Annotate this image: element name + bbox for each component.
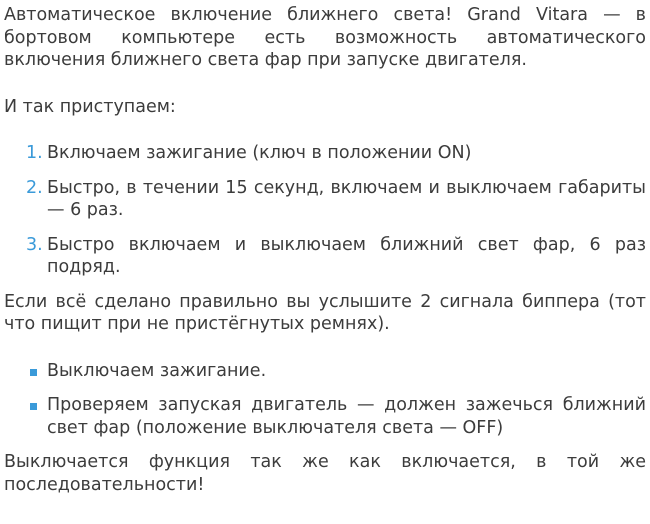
list-item [4, 394, 646, 439]
checks-list [4, 360, 646, 440]
square-bullet-icon [30, 403, 37, 410]
steps-list [4, 142, 646, 279]
list-item [4, 142, 646, 165]
list-item [4, 234, 646, 279]
check-text: Выключаем зажигание. [47, 360, 267, 381]
intro-paragraph: Автоматическое включение ближнего света! Grand Vitara — в бортовом компьютере есть возможность автоматического включения ближнего света фар при запуске двигателя. [4, 5, 646, 70]
list-item [4, 360, 646, 383]
step-text: Быстро, в течении 15 секунд, включаем и выключаем габариты — 6 раз. [47, 177, 646, 220]
step-text: Включаем зажигание (ключ в положении ON) [47, 143, 472, 163]
outro-paragraph: Выключается функция так же как включается, в той же последовательности! [4, 452, 646, 495]
square-bullet-icon [30, 369, 37, 376]
article-body [0, 4, 650, 496]
check-text: Проверяем запуская двигатель — должен зажечься ближний свет фар (положение выключателя света — OFF) [47, 395, 646, 438]
step-number: 1. [26, 143, 43, 163]
lead-paragraph: И так приступаем: [4, 96, 176, 117]
step-text: Быстро включаем и выключаем ближний свет фар, 6 раз подряд. [47, 234, 646, 277]
list-item [4, 177, 646, 222]
result-paragraph: Если всё сделано правильно вы услышите 2 сигнала биппера (тот что пищит при не пристёгнутых ремнях). [4, 291, 646, 334]
step-number: 2. [26, 177, 43, 198]
step-number: 3. [26, 234, 43, 255]
